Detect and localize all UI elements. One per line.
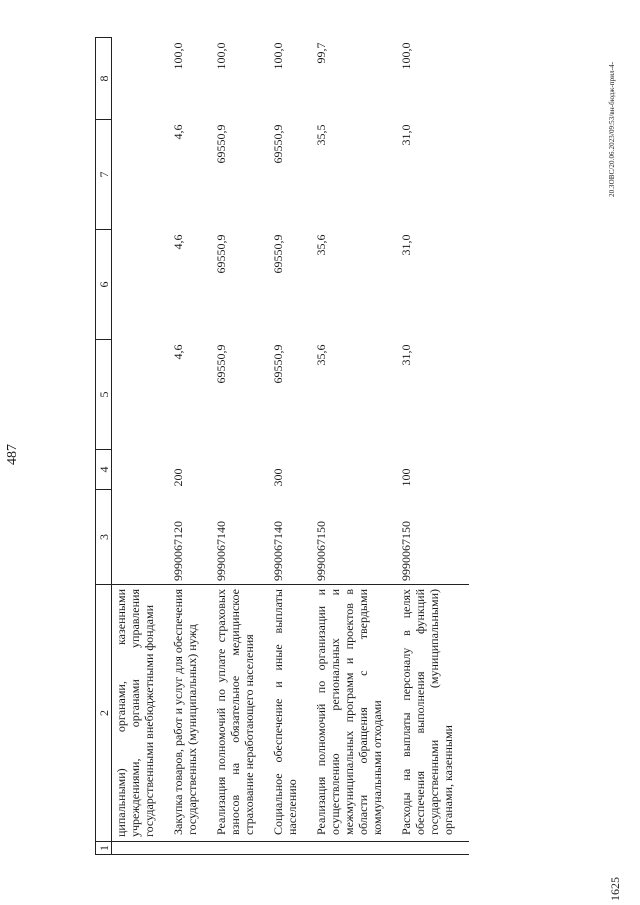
row-value-5: 31,0: [399, 344, 413, 366]
row-value-5: [112, 340, 171, 450]
row-code: 9990067120: [171, 521, 185, 581]
row-code: 9990067140: [271, 521, 285, 581]
header-col-6: 6: [96, 230, 112, 340]
row-description: Социальное обеспечение и иные выплаты населению: [270, 585, 313, 842]
row-value-8: 100,0: [271, 42, 285, 70]
row-value-6: 69550,9: [271, 234, 285, 274]
row-expense-type: [112, 450, 171, 490]
row-expense-type: 100: [399, 468, 413, 487]
row-number-cell: [112, 842, 171, 855]
row-value-6: [112, 230, 171, 340]
row-code: 9990067150: [314, 521, 328, 581]
row-value-5: 69550,9: [271, 344, 285, 384]
table-row: [213, 38, 270, 855]
row-code: [112, 490, 171, 585]
row-value-6: 4,6: [171, 234, 185, 250]
table-row: [398, 38, 469, 855]
row-value-6: 31,0: [399, 234, 413, 256]
row-value-7: [112, 120, 171, 230]
table-row: [112, 38, 171, 855]
row-description: Расходы на выплаты персоналу в целях обеспечения выполнения функций государственными (муниципальными) органами, казенными: [398, 585, 469, 842]
budget-table: [95, 37, 469, 855]
row-description: ципальными) органами, казенными учреждениями, органами управления государственными внебюджетными фондами: [112, 585, 171, 842]
row-value-5: 4,6: [171, 344, 185, 360]
header-col-8: 8: [96, 38, 112, 120]
row-number-cell: [313, 842, 398, 855]
row-number-cell: [213, 842, 270, 855]
row-value-6: 35,6: [314, 234, 328, 256]
header-col-5: 5: [96, 340, 112, 450]
row-value-7: 4,6: [171, 124, 185, 140]
table-row: [170, 38, 213, 855]
row-number-cell: [170, 842, 213, 855]
row-expense-type: [213, 450, 270, 490]
row-value-8: 100,0: [399, 42, 413, 70]
row-value-5: 35,6: [314, 344, 328, 366]
table-header-row: [96, 38, 112, 855]
page-number: 487: [5, 444, 20, 465]
header-col-7: 7: [96, 120, 112, 230]
row-value-7: 69550,9: [214, 124, 228, 164]
row-value-8: 100,0: [171, 42, 185, 70]
row-description: Реализация полномочий по организации и осуществлению региональных и межмуниципальных программ и проектов в области обращения с твердыми коммунальными отходами: [313, 585, 398, 842]
sheet-number: 1625: [608, 877, 622, 901]
row-code: 9990067140: [214, 521, 228, 581]
row-code: 9990067150: [399, 521, 413, 581]
row-value-6: 69550,9: [214, 234, 228, 274]
row-value-5: 69550,9: [214, 344, 228, 384]
row-description: Реализация полномочий по уплате страховых взносов на обязательное медицинское страхование неработающего населения: [213, 585, 270, 842]
header-col-4: 4: [96, 450, 112, 490]
header-col-1: 1: [96, 842, 112, 855]
row-description: Закупка товаров, работ и услуг для обеспечения государственных (муниципальных) нужд: [170, 585, 213, 842]
row-value-8: 100,0: [214, 42, 228, 70]
document-stamp: 20.ЗОВС/20.06.2023/09:53/вн-бюдж-прил-4-: [608, 61, 616, 197]
row-value-7: 35,5: [314, 124, 328, 146]
row-expense-type: [313, 450, 398, 490]
row-expense-type: 300: [271, 468, 285, 487]
row-number-cell: [398, 842, 469, 855]
row-expense-type: 200: [171, 468, 185, 487]
row-number-cell: [270, 842, 313, 855]
header-col-2: 2: [96, 585, 112, 842]
row-value-7: 31,0: [399, 124, 413, 146]
row-value-8: 99,7: [314, 42, 328, 64]
row-value-7: 69550,9: [271, 124, 285, 164]
row-value-8: [112, 38, 171, 120]
header-col-3: 3: [96, 490, 112, 585]
table-row: [270, 38, 313, 855]
table-row: [313, 38, 398, 855]
